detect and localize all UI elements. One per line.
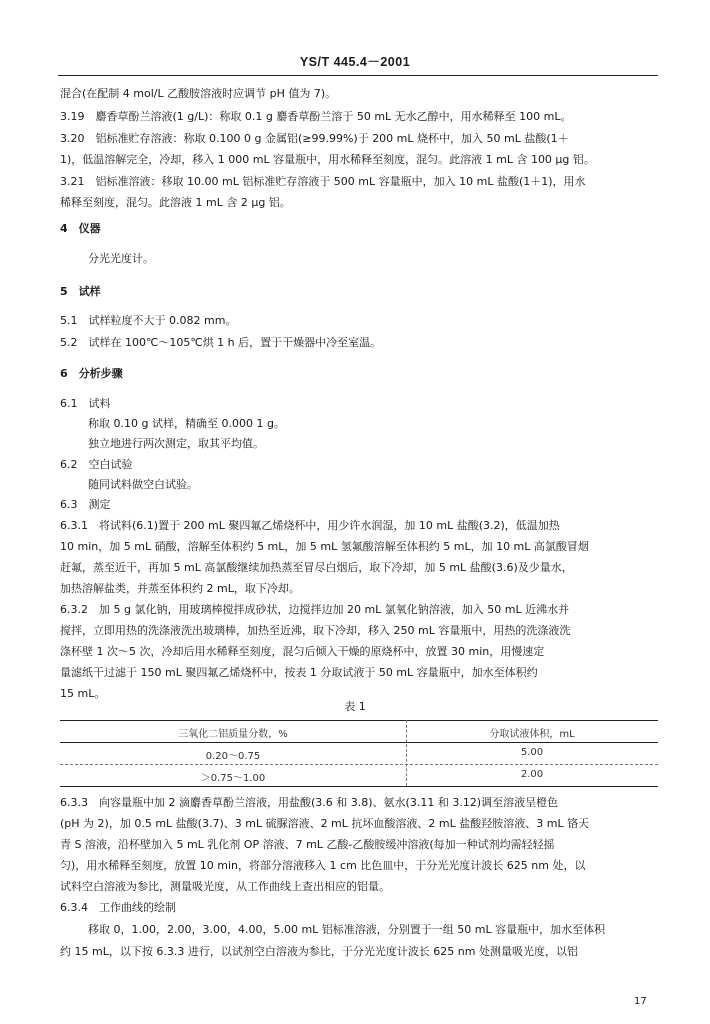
text-line: 5.1 试样粒度不大于 0.082 mm。 xyxy=(60,314,237,327)
subsection-heading: 6.3.4 工作曲线的绘制 xyxy=(60,901,176,914)
text-line: 随同试料做空白试验。 xyxy=(88,478,198,491)
data-table xyxy=(60,720,658,786)
text-line: 赶氟，蒸至近干，再加 5 mL 高氯酸继续加热蒸至冒尽白烟后，取下冷却，加 5 mL 盐酸(3.6)及少量水， xyxy=(60,561,573,574)
table-cell: 5.00 xyxy=(520,747,544,758)
table-header-cell: 分取试液体积，mL xyxy=(489,729,575,740)
text-line: 稀释至刻度，混匀。此溶液 1 mL 含 2 μg 铝。 xyxy=(60,196,291,209)
text-line: 6.3.2 加 5 g 氯化钠，用玻璃棒搅拌成砂状，边搅拌边加 20 mL 氯氧化钠溶液，加入 50 mL 近沸水并 xyxy=(60,603,570,616)
text-line: 1)，低温溶解完全，冷却，移入 1 000 mL 容量瓶中，用水稀释至刻度，混匀。此溶液 1 mL 含 100 μg 铝。 xyxy=(60,153,595,166)
text-line: 称取 0.10 g 试样，精确至 0.000 1 g。 xyxy=(88,417,285,430)
text-line: 搅拌，立即用热的洗涤液洗出玻璃棒，加热至近沸，取下冷却，移入 250 mL 容量瓶中，用热的洗涤液洗 xyxy=(60,624,571,637)
section-heading: 4 仪器 xyxy=(60,222,101,235)
text-line: 匀)，用水稀释至刻度，放置 10 min，将部分溶液移入 1 cm 比色皿中，于分光光度计波长 625 nm 处，以 xyxy=(60,859,586,872)
text-line: 约 15 mL，以下按 6.3.3 进行，以试剂空白溶液为参比，于分光光度计波长 625 nm 处测量吸光度，以铝 xyxy=(60,945,578,958)
text-line: 3.21 铝标准溶液：移取 10.00 mL 铝标准贮存溶液于 500 mL 容量瓶中，加入 10 mL 盐酸(1＋1)，用水 xyxy=(60,175,586,188)
text-line: 15 mL。 xyxy=(60,687,106,700)
header-rule xyxy=(58,75,658,76)
table-cell: 2.00 xyxy=(520,769,544,780)
text-line: 试料空白溶液为参比，测量吸光度，从工作曲线上查出相应的铝量。 xyxy=(60,880,390,893)
text-line: 分光光度计。 xyxy=(88,252,154,265)
text-line: (pH 为 2)，加 0.5 mL 盐酸(3.7)、3 mL 硫脲溶液、2 mL 抗坏血酸溶液、2 mL 盐酸羟胺溶液、3 mL 铬天 xyxy=(60,817,590,830)
table-header-cell: 三氧化二铝质量分数，% xyxy=(178,729,288,740)
text-line: 10 min，加 5 mL 硝酸，溶解至体积约 5 mL，加 5 mL 氢氟酸溶解至体积约 5 mL，加 10 mL 高氯酸冒烟 xyxy=(60,540,589,553)
table-cell: ＞0.75～1.00 xyxy=(200,773,266,784)
subsection-heading: 6.3 测定 xyxy=(60,498,111,511)
text-line: 青 S 溶液，沿杯壁加入 5 mL 乳化剂 OP 溶液、7 mL 乙酸-乙酸胺缓冲溶液(每加一种试剂均需轻轻摇 xyxy=(60,838,555,851)
text-line: 移取 0，1.00，2.00，3.00，4.00，5.00 mL 铝标准溶液，分别置于一组 50 mL 容量瓶中，加水至体积 xyxy=(88,923,606,936)
text-line: 独立地进行两次测定，取其平均值。 xyxy=(88,437,264,450)
table-caption: 表 1 xyxy=(344,700,366,713)
text-line: 6.3.3 向容量瓶中加 2 滴麝香草酚兰溶液，用盐酸(3.6 和 3.8)、氨水(3.11 和 3.12)调至溶液呈橙色 xyxy=(60,796,559,809)
section-heading: 6 分析步骤 xyxy=(60,367,123,380)
text-line: 涤杯壁 1 次～5 次，冷却后用水稀释至刻度，混匀后倾入干燥的原烧杯中，放置 30 min，用慢速定 xyxy=(60,645,545,658)
text-line: 5.2 试样在 100℃～105℃烘 1 h 后，置于干燥器中冷至室温。 xyxy=(60,336,382,349)
text-line: 6.3.1 将试料(6.1)置于 200 mL 聚四氟乙烯烧杯中，用少许水润湿，加 10 mL 盐酸(3.2)，低温加热 xyxy=(60,519,560,532)
section-heading: 5 试样 xyxy=(60,285,101,298)
standard-code-header: YS/T 445.4－2001 xyxy=(299,55,411,69)
text-line: 加热溶解盐类，并蒸至体积约 2 mL，取下冷却。 xyxy=(60,582,300,595)
subsection-heading: 6.2 空白试验 xyxy=(60,458,133,471)
subsection-heading: 6.1 试料 xyxy=(60,397,111,410)
text-line: 3.19 麝香草酚兰溶液(1 g/L)：称取 0.1 g 麝香草酚兰溶于 50 mL 无水乙醇中，用水稀释至 100 mL。 xyxy=(60,110,572,123)
text-line: 3.20 铝标准贮存溶液：称取 0.100 0 g 金属铝(≥99.99%)于 200 mL 烧杯中，加入 50 mL 盐酸(1＋ xyxy=(60,132,569,145)
page-number: 17 xyxy=(634,996,647,1007)
text-line: 量滤纸干过滤于 150 mL 聚四氟乙烯烧杯中，按表 1 分取试液于 50 mL 容量瓶中，加水至体积约 xyxy=(60,666,538,679)
text-line: 混合(在配制 4 mol/L 乙酸胺溶液时应调节 pH 值为 7)。 xyxy=(60,87,337,100)
table-cell: 0.20～0.75 xyxy=(205,751,261,762)
